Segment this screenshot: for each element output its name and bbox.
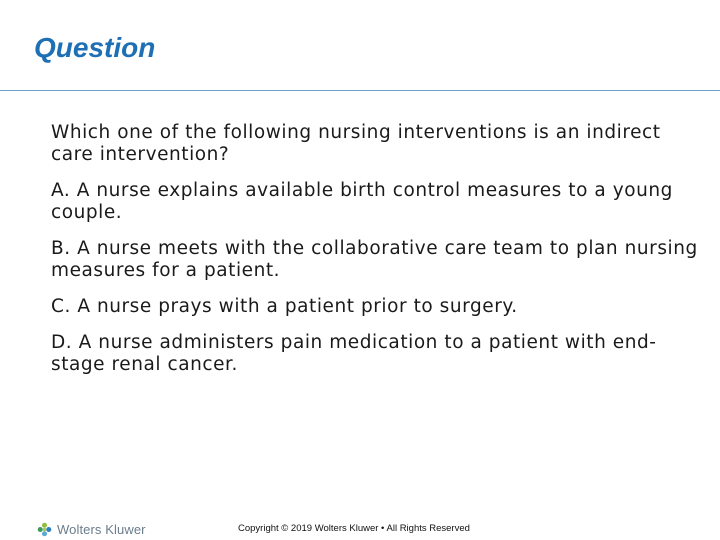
slide-body <box>51 122 701 390</box>
option-a: A. A nurse explains available birth control measures to a young couple. <box>51 180 673 223</box>
slide-title: Question <box>34 32 156 63</box>
wolters-kluwer-logo <box>36 520 146 538</box>
option-d: D. A nurse administers pain medication to a patient with end-stage renal cancer. <box>51 332 657 375</box>
option-b: B. A nurse meets with the collaborative care team to plan nursing measures for a patient. <box>51 238 698 281</box>
copyright-notice: Copyright © 2019 Wolters Kluwer • All Rights Reserved <box>238 523 470 534</box>
option-c: C. A nurse prays with a patient prior to surgery. <box>51 296 518 317</box>
logo-text: Wolters Kluwer <box>57 521 146 537</box>
title-divider <box>0 90 720 91</box>
wolters-kluwer-logo-icon <box>36 521 53 538</box>
question-text: Which one of the following nursing interventions is an indirect care intervention? <box>51 122 661 165</box>
